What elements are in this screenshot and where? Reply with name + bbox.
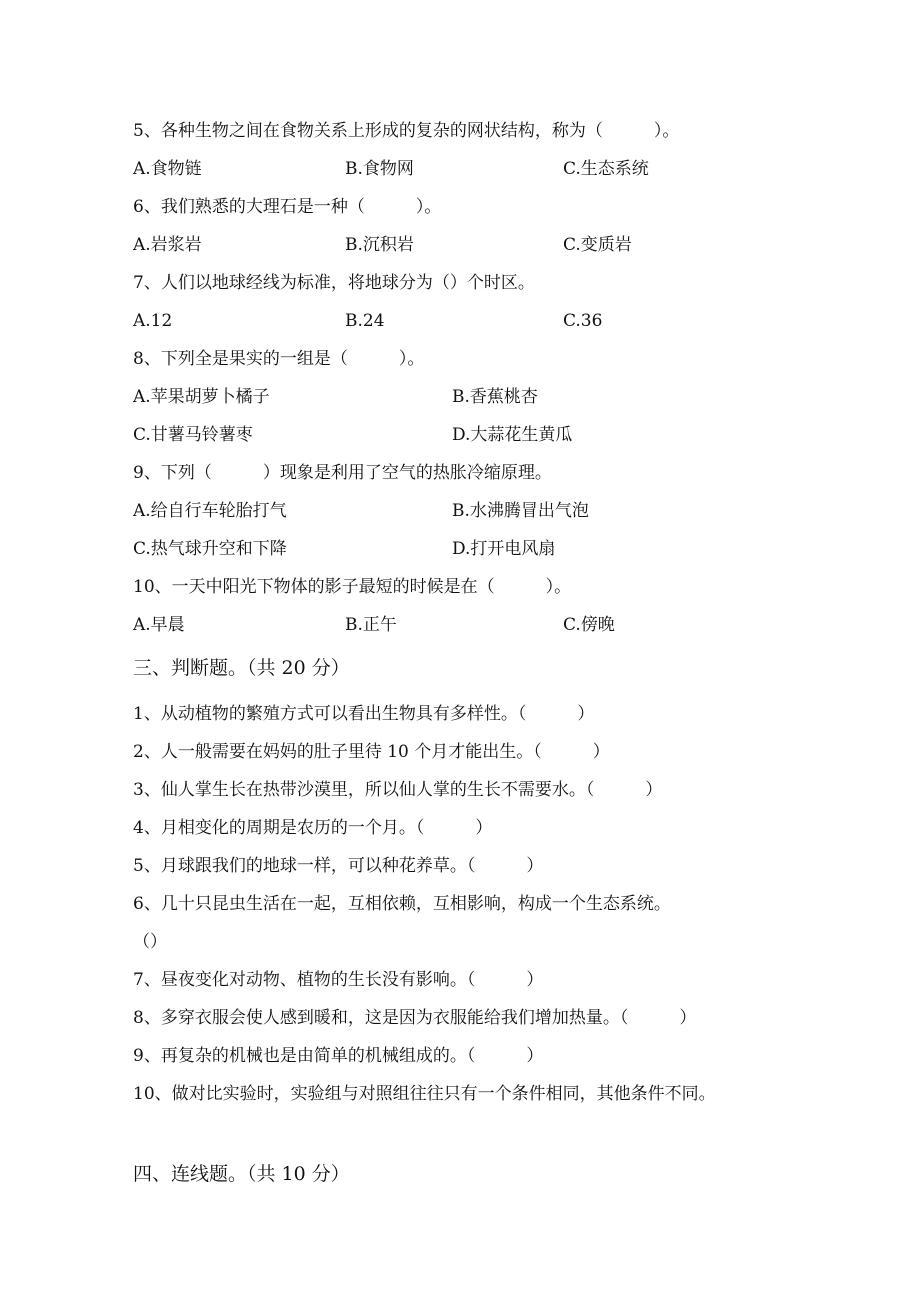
- question-8-stem: 8、下列全是果实的一组是（ ）。: [133, 349, 425, 369]
- judgment-item-4: 4、月相变化的周期是农历的一个月。（ ）: [133, 818, 493, 838]
- question-9-stem: 9、下列（ ）现象是利用了空气的热胀冷缩原理。: [133, 463, 552, 483]
- judgment-item-10: 10、做对比实验时，实验组与对照组往往只有一个条件相同，其他条件不同。: [133, 1084, 716, 1104]
- judgment-item-6: 6、几十只昆虫生活在一起，互相依赖，互相影响，构成一个生态系统。: [133, 894, 671, 914]
- judgment-item-2: 2、人一般需要在妈妈的肚子里待 10 个月才能出生。（ ）: [133, 742, 610, 762]
- question-9-option-d: D.打开电风扇: [452, 539, 556, 559]
- judgment-item-6-blank: （）: [133, 932, 167, 952]
- question-6-option-a: A.岩浆岩: [133, 235, 202, 255]
- question-6-option-c: C.变质岩: [563, 235, 632, 255]
- question-6-option-b: B.沉积岩: [345, 235, 414, 255]
- question-9-option-b: B.水沸腾冒出气泡: [452, 501, 589, 521]
- question-8-option-d: D.大蒜花生黄瓜: [452, 425, 573, 445]
- judgment-item-7: 7、昼夜变化对动物、植物的生长没有影响。（ ）: [133, 970, 544, 990]
- section-4-title: 四、连线题。（共 10 分）: [133, 1163, 350, 1185]
- question-6-stem: 6、我们熟悉的大理石是一种（ ）。: [133, 197, 442, 217]
- question-9-option-a: A.给自行车轮胎打气: [133, 501, 287, 521]
- question-5-option-c: C.生态系统: [563, 159, 649, 179]
- judgment-item-9: 9、再复杂的机械也是由简单的机械组成的。（ ）: [133, 1046, 544, 1066]
- judgment-item-1: 1、从动植物的繁殖方式可以看出生物具有多样性。（ ）: [133, 704, 595, 724]
- question-7-stem: 7、人们以地球经线为标准，将地球分为（）个时区。: [133, 273, 535, 293]
- judgment-item-3: 3、仙人掌生长在热带沙漠里，所以仙人掌的生长不需要水。（ ）: [133, 780, 663, 800]
- question-7-option-c: C.36: [563, 311, 603, 331]
- question-7-option-b: B.24: [345, 311, 385, 331]
- question-7-option-a: A.12: [133, 311, 173, 331]
- question-9-option-c: C.热气球升空和下降: [133, 539, 287, 559]
- question-10-option-a: A.早晨: [133, 615, 185, 635]
- section-3-title: 三、判断题。（共 20 分）: [133, 657, 350, 679]
- judgment-item-8: 8、多穿衣服会使人感到暖和，这是因为衣服能给我们增加热量。（ ）: [133, 1008, 697, 1028]
- question-5-option-b: B.食物网: [345, 159, 414, 179]
- question-8-option-c: C.甘薯马铃薯枣: [133, 425, 253, 445]
- question-5-option-a: A.食物链: [133, 159, 202, 179]
- judgment-item-5: 5、月球跟我们的地球一样，可以种花养草。（ ）: [133, 856, 544, 876]
- question-8-option-b: B.香蕉桃杏: [452, 387, 538, 407]
- question-8-option-a: A.苹果胡萝卜橘子: [133, 387, 270, 407]
- question-10-stem: 10、一天中阳光下物体的影子最短的时候是在（ ）。: [133, 577, 572, 597]
- question-5-stem: 5、各种生物之间在食物关系上形成的复杂的网状结构，称为（ ）。: [133, 121, 680, 141]
- question-10-option-b: B.正午: [345, 615, 397, 635]
- question-10-option-c: C.傍晚: [563, 615, 615, 635]
